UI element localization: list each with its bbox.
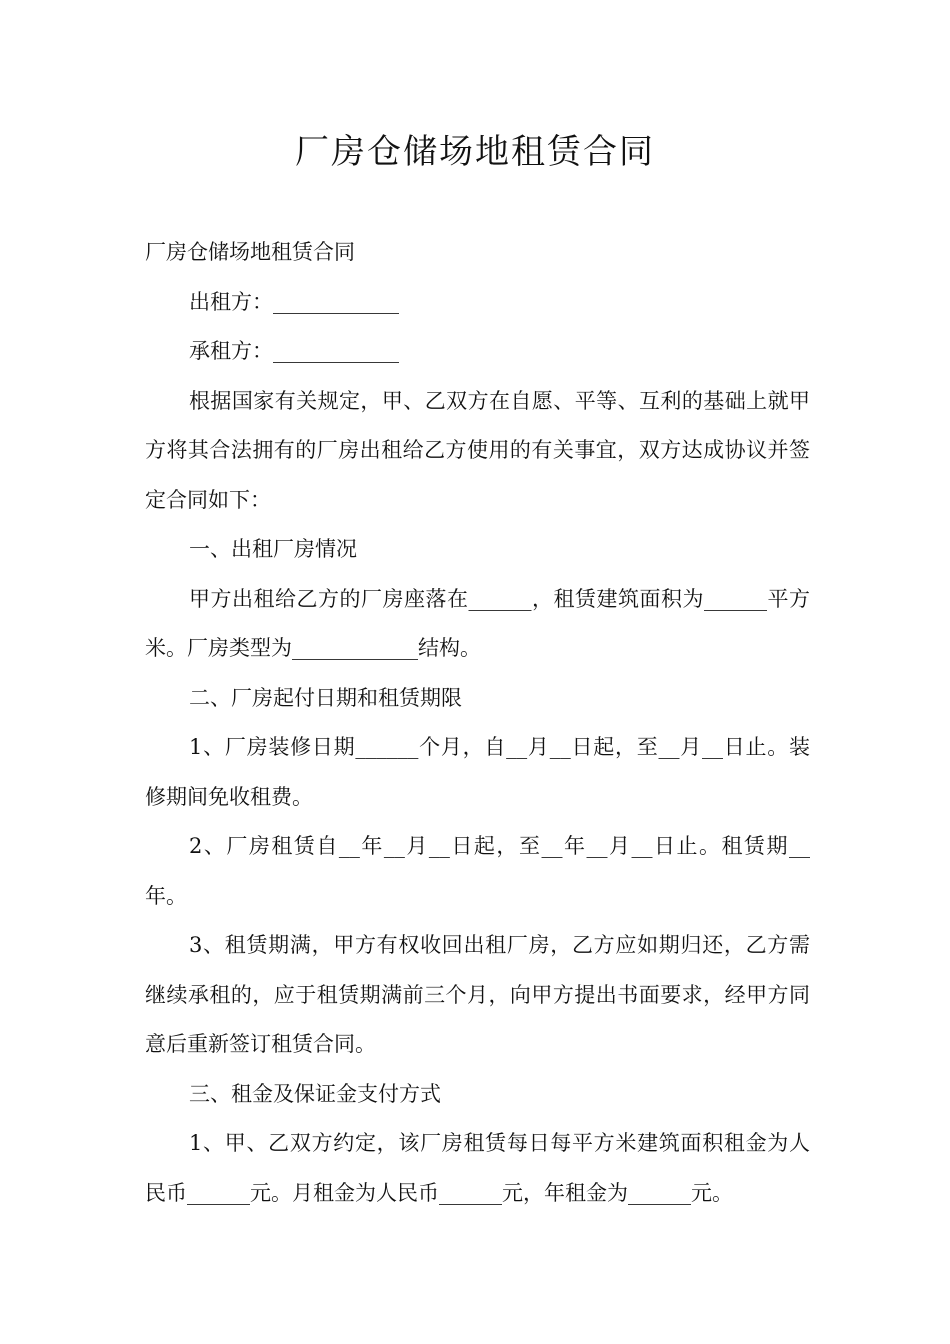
section-2-heading: 二、厂房起付日期和租赁期限	[189, 685, 462, 710]
section-2-item-3: 3、租赁期满，甲方有权收回出租厂房，乙方应如期归还，乙方需继续承租的，应于租赁期满前三个月，向甲方提出书面要求，经甲方同意后重新签订租赁合同。	[145, 933, 810, 1056]
lessee-line: 承租方：____________	[189, 339, 399, 363]
preamble-paragraph: 根据国家有关规定，甲、乙双方在自愿、平等、互利的基础上就甲方将其合法拥有的厂房出租给乙方使用的有关事宜，双方达成协议并签定合同如下：	[145, 388, 810, 512]
section-1-paragraph: 甲方出租给乙方的厂房座落在______，租赁建筑面积为______平方米。厂房类型为____________结构。	[145, 586, 810, 660]
section-1-heading: 一、出租厂房情况	[189, 537, 357, 561]
lessor-line: 出租方：____________	[189, 289, 399, 314]
section-2-item-1: 1、厂房装修日期______个月，自__月__日起，至__月__日止。装修期间免收租费。	[145, 735, 810, 809]
section-3-item-1: 1、甲、乙双方约定，该厂房租赁每日每平方米建筑面积租金为人民币______元。月租金为人民币______元，年租金为______元。	[145, 1131, 810, 1205]
contract-subtitle: 厂房仓储场地租赁合同	[145, 240, 355, 264]
document-title: 厂房仓储场地租赁合同	[295, 132, 655, 172]
section-3-heading: 三、租金及保证金支付方式	[189, 1081, 441, 1106]
document-body	[145, 228, 810, 1218]
section-2-item-2: 2、厂房租赁自__年__月__日起，至__年__月__日止。租赁期__年。	[145, 834, 810, 908]
